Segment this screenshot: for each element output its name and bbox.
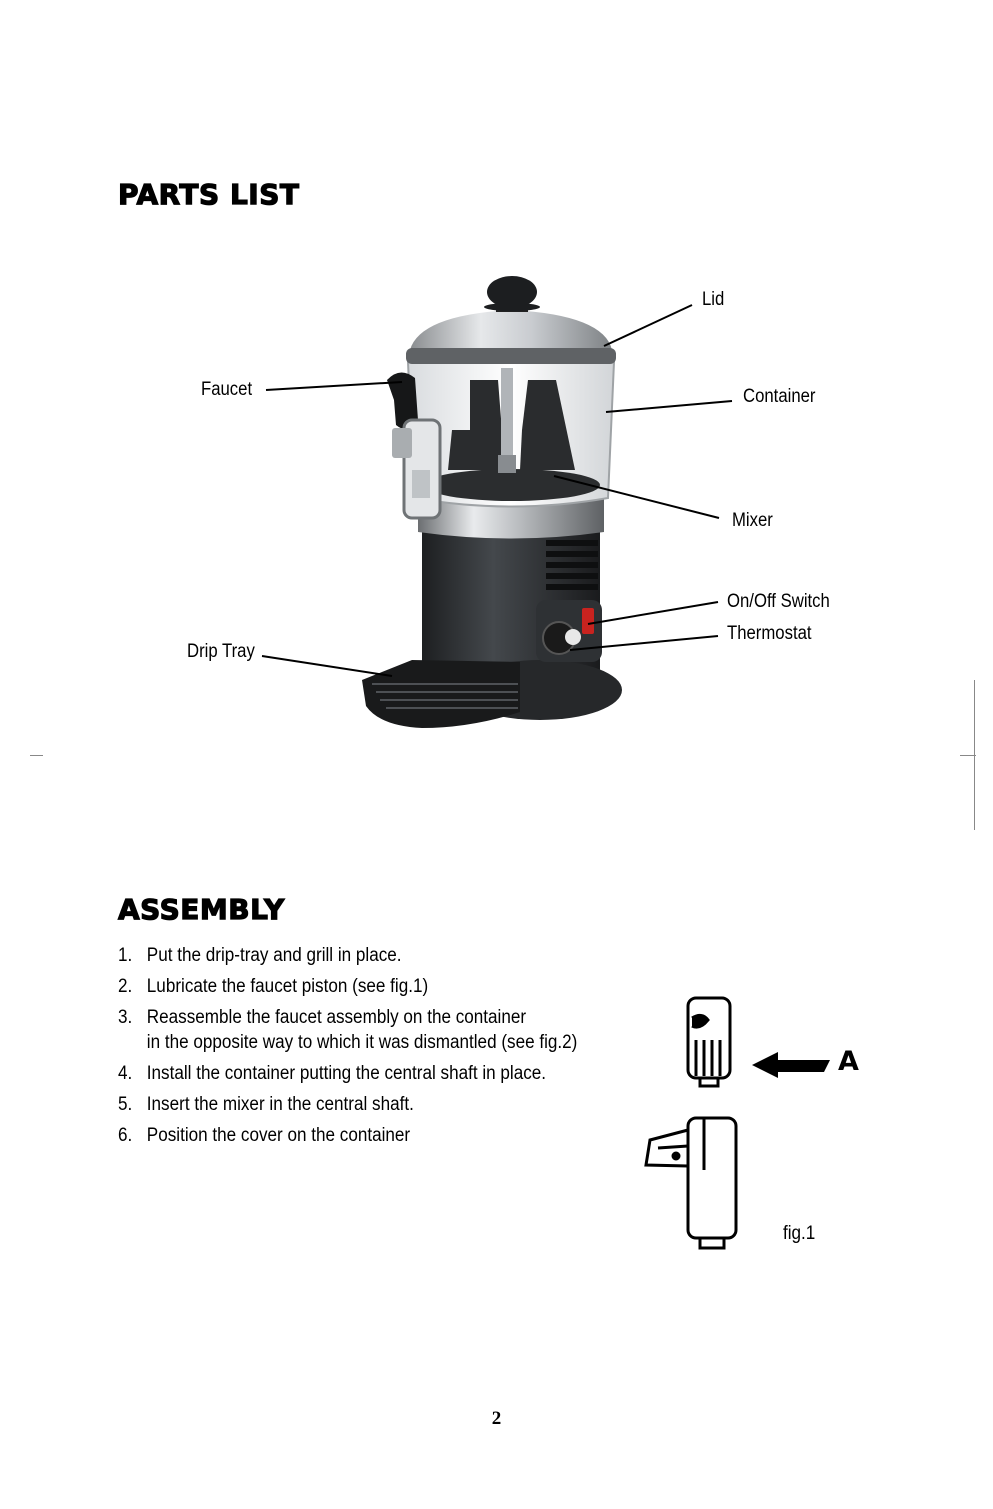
- leader-lid: [604, 305, 692, 346]
- crop-mark-vertical: [974, 680, 975, 830]
- page-number: 2: [491, 1408, 502, 1429]
- assembly-step: [118, 943, 577, 968]
- step-text: Position the cover on the container: [146, 1125, 411, 1146]
- central-shaft: [501, 368, 513, 468]
- drip-tray: [362, 660, 520, 728]
- label-container: Container: [743, 386, 816, 407]
- assembly-step: [118, 1061, 577, 1086]
- arrow-label: A: [838, 1046, 859, 1077]
- step-text: Install the container putting the central shaft in place.: [146, 1063, 547, 1084]
- step-number: 2.: [118, 976, 133, 997]
- piston-body: [688, 998, 730, 1078]
- crop-mark-left: [30, 755, 43, 756]
- assembly-step: [118, 974, 577, 999]
- step-number: 3.: [118, 1007, 133, 1028]
- leader-faucet: [266, 382, 402, 390]
- step-text: Lubricate the faucet piston (see fig.1): [146, 976, 429, 997]
- parts-list-heading: PARTS LIST: [118, 178, 300, 211]
- step-number: 6.: [118, 1125, 133, 1146]
- faucet-housing: [688, 1118, 736, 1238]
- label-faucet: Faucet: [201, 379, 253, 400]
- assembly-step: [118, 1092, 577, 1117]
- label-mixer: Mixer: [732, 510, 773, 531]
- step-number: 5.: [118, 1094, 133, 1115]
- step-text: Reassemble the faucet assembly on the container: [146, 1007, 527, 1028]
- figure-caption: fig.1: [783, 1223, 816, 1244]
- leader-switch: [588, 602, 718, 624]
- assembly-steps: [118, 943, 628, 1154]
- leader-container: [606, 401, 732, 412]
- step-number: 4.: [118, 1063, 133, 1084]
- assembly-step: [118, 1123, 577, 1148]
- faucet-piston-figure: [630, 990, 890, 1260]
- assembly-heading: ASSEMBLY: [118, 893, 285, 926]
- lid: [410, 310, 612, 350]
- power-switch: [582, 608, 594, 634]
- label-thermostat: Thermostat: [727, 623, 812, 644]
- label-lid: Lid: [702, 289, 725, 310]
- label-drip-tray: Drip Tray: [187, 641, 255, 662]
- step-text: Put the drip-tray and grill in place.: [146, 945, 402, 966]
- label-on-off-switch: On/Off Switch: [727, 591, 830, 612]
- step-text: Insert the mixer in the central shaft.: [146, 1094, 414, 1115]
- arrow-icon: [752, 1052, 830, 1078]
- leader-drip-tray: [262, 656, 392, 676]
- assembly-step: [118, 1005, 577, 1055]
- step-number: 1.: [118, 945, 133, 966]
- step-text-continued: in the opposite way to which it was dismantled (see fig.2): [146, 1032, 578, 1053]
